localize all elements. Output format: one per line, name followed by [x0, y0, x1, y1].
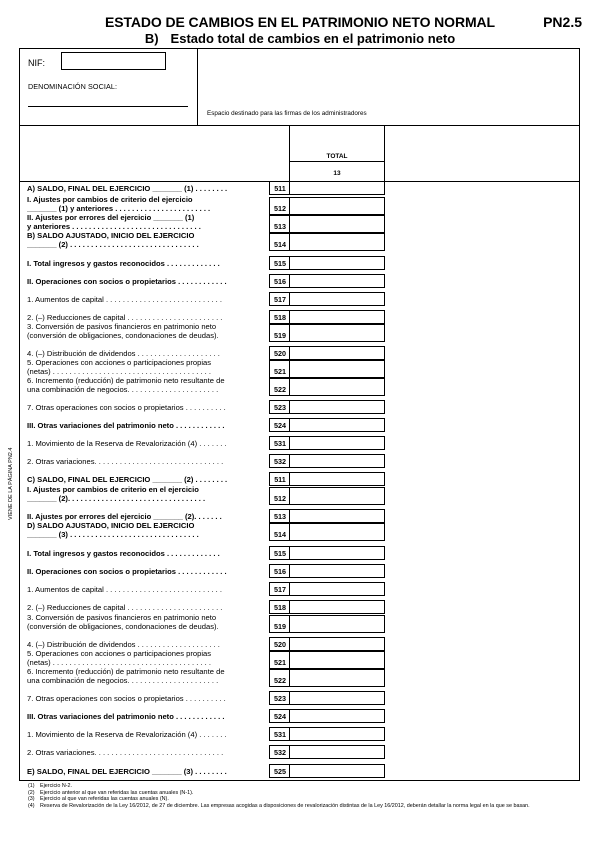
nif-field[interactable]	[61, 52, 166, 70]
row-label: 7. Otras operaciones con socios o propietarios . . . . . . . . . .	[27, 694, 226, 703]
row-code: 514	[274, 240, 286, 249]
table-row	[19, 487, 385, 505]
table-row	[19, 669, 385, 687]
table-row	[19, 546, 385, 560]
footnote: (4) Reserva de Revalorización de la Ley 16/2012, de 27 de diciembre. Las empresas acogidas a disposiciones de revalorización distintas de la Ley 16/2012, deberán detallar la norma legal en la que se basan.	[28, 802, 530, 809]
row-code: 532	[274, 748, 286, 757]
row-code: 516	[274, 277, 286, 286]
footnote: (3) Ejercicio al que van referidas las cuentas anuales (N).	[28, 796, 169, 803]
row-code: 518	[274, 313, 286, 322]
table-row	[19, 472, 385, 486]
footnotes	[28, 783, 530, 809]
row-label: III. Otras variaciones del patrimonio neto . . . . . . . . . . . .	[27, 712, 225, 721]
row-label: I. Total ingresos y gastos reconocidos . . . . . . . . . . . . .	[27, 549, 220, 558]
column-number: 13	[333, 170, 341, 177]
total-value-field[interactable]	[289, 378, 385, 396]
page-subtitle	[0, 31, 600, 46]
row-code: 520	[274, 640, 286, 649]
row-code: 524	[274, 712, 286, 721]
table-row	[19, 745, 385, 759]
total-value-field[interactable]	[289, 600, 385, 614]
nif-label: NIF:	[28, 58, 45, 68]
subtitle-letter: B)	[144, 31, 159, 46]
table-row	[19, 292, 385, 306]
row-label: B) SALDO AJUSTADO, INICIO DEL EJERCICIO _______ (2) . . . . . . . . . . . . . . . . . . . . . . . . . . . . . . .	[27, 231, 199, 249]
page-title: ESTADO DE CAMBIOS EN EL PATRIMONIO NETO NORMAL	[104, 14, 495, 30]
row-code: 531	[274, 439, 286, 448]
row-label: 1. Movimiento de la Reserva de Revalorización (4) . . . . . . .	[27, 730, 227, 739]
table-row	[19, 233, 385, 251]
denominacion-field[interactable]	[28, 106, 188, 107]
row-code: 517	[274, 295, 286, 304]
total-value-field[interactable]	[289, 745, 385, 759]
total-value-field[interactable]	[289, 472, 385, 486]
total-value-field[interactable]	[289, 400, 385, 414]
row-label: 6. Incremento (reducción) de patrimonio neto resultante de una combinación de negocios. . . . . . . . . . . . . . . . . . . . . .	[27, 667, 225, 685]
row-label: 3. Conversión de pasivos financieros en patrimonio neto (conversión de obligaciones, condonaciones de deudas).	[27, 322, 219, 340]
row-code: 522	[274, 676, 286, 685]
row-code: 511	[274, 475, 286, 484]
row-label: I. Ajustes por cambios de criterio del ejercicio _______ (1) y anteriores . . . . . . . . . . . . . . . . . . . . . . .	[27, 195, 211, 213]
total-value-field[interactable]	[289, 292, 385, 306]
row-code: 516	[274, 567, 286, 576]
row-label: 1. Aumentos de capital . . . . . . . . . . . . . . . . . . . . . . . . . . . .	[27, 585, 222, 594]
total-value-field[interactable]	[289, 256, 385, 270]
footnote: (1) Ejercicio N-2.	[28, 783, 73, 789]
total-value-field[interactable]	[289, 274, 385, 288]
total-value-field[interactable]	[289, 324, 385, 342]
row-label: C) SALDO, FINAL DEL EJERCICIO _______ (2) . . . . . . . .	[27, 475, 228, 484]
row-code: 523	[274, 694, 286, 703]
row-code: 515	[274, 259, 286, 268]
total-value-field[interactable]	[289, 651, 385, 669]
row-label: 2. Otras variaciones. . . . . . . . . . . . . . . . . . . . . . . . . . . . . . .	[27, 457, 224, 466]
total-value-field[interactable]	[289, 564, 385, 578]
total-value-field[interactable]	[289, 615, 385, 633]
row-label: 4. (–) Distribución de dividendos . . . . . . . . . . . . . . . . . . . .	[27, 640, 220, 649]
row-code: 523	[274, 403, 286, 412]
row-code: 512	[274, 204, 286, 213]
form-code: PN2.5	[543, 14, 582, 30]
total-value-field[interactable]	[289, 487, 385, 505]
row-label: E) SALDO, FINAL DEL EJERCICIO _______ (3) . . . . . . . .	[27, 767, 227, 776]
row-code: 519	[274, 331, 286, 340]
table-row	[19, 615, 385, 633]
total-value-field[interactable]	[289, 546, 385, 560]
row-label: 5. Operaciones con acciones o participaciones propias (netas) . . . . . . . . . . . . . . . . . . . . . . . . . . . . . . . . . . . . . .	[27, 649, 212, 667]
table-row	[19, 709, 385, 723]
row-label: II. Ajustes por errores del ejercicio _______ (1) y anteriores . . . . . . . . . . . . . . . . . . . . . . . . . . . . . . .	[27, 213, 201, 231]
subtitle-text: Estado total de cambios en el patrimonio neto	[170, 31, 456, 46]
total-value-field[interactable]	[289, 727, 385, 741]
row-code: 513	[274, 512, 286, 521]
table-row	[19, 523, 385, 541]
total-value-field[interactable]	[289, 436, 385, 450]
row-code: 515	[274, 549, 286, 558]
row-label: III. Otras variaciones del patrimonio neto . . . . . . . . . . . .	[27, 421, 225, 430]
total-value-field[interactable]	[289, 197, 385, 215]
row-code: 521	[274, 367, 286, 376]
row-label: I. Ajustes por cambios de criterio en el ejercicio _______ (2). . . . . . . . . . . . . . . . . . . . . . . . . . . . . . . . .	[27, 485, 206, 503]
row-code: 513	[274, 222, 286, 231]
row-label: 1. Aumentos de capital . . . . . . . . . . . . . . . . . . . . . . . . . . . .	[27, 295, 222, 304]
row-label: 2. Otras variaciones. . . . . . . . . . . . . . . . . . . . . . . . . . . . . . .	[27, 748, 224, 757]
total-value-field[interactable]	[289, 310, 385, 324]
row-label: II. Ajustes por errores del ejercicio _______ (2). . . . . . .	[27, 512, 222, 521]
total-value-field[interactable]	[289, 691, 385, 705]
total-value-field[interactable]	[289, 454, 385, 468]
row-code: 522	[274, 385, 286, 394]
row-code: 521	[274, 658, 286, 667]
table-row	[19, 600, 385, 614]
row-code: 514	[274, 530, 286, 539]
row-label: 2. (–) Reducciones de capital . . . . . . . . . . . . . . . . . . . . . . .	[27, 313, 223, 322]
total-value-field[interactable]	[289, 215, 385, 233]
table-row	[19, 582, 385, 596]
table-row	[19, 181, 385, 195]
total-value-field[interactable]	[289, 523, 385, 541]
row-code: 511	[274, 184, 286, 193]
row-code: 532	[274, 457, 286, 466]
total-value-field[interactable]	[289, 181, 385, 195]
table-row	[19, 454, 385, 468]
row-label: A) SALDO, FINAL DEL EJERCICIO _______ (1) . . . . . . . .	[27, 184, 228, 193]
row-label: 7. Otras operaciones con socios o propietarios . . . . . . . . . .	[27, 403, 226, 412]
row-code: 518	[274, 603, 286, 612]
table-row	[19, 418, 385, 432]
row-code: 525	[274, 767, 286, 776]
row-code: 524	[274, 421, 286, 430]
total-value-field[interactable]	[289, 346, 385, 360]
row-label: II. Operaciones con socios o propietarios . . . . . . . . . . . .	[27, 277, 227, 286]
total-value-field[interactable]	[289, 418, 385, 432]
total-value-field[interactable]	[289, 764, 385, 778]
total-value-field[interactable]	[289, 233, 385, 251]
row-label: 3. Conversión de pasivos financieros en patrimonio neto (conversión de obligaciones, condonaciones de deudas).	[27, 613, 219, 631]
table-row	[19, 691, 385, 705]
table-row	[19, 436, 385, 450]
table-row	[19, 378, 385, 396]
denominacion-label: DENOMINACIÓN SOCIAL:	[28, 82, 118, 91]
row-label: 4. (–) Distribución de dividendos . . . . . . . . . . . . . . . . . . . .	[27, 349, 220, 358]
total-value-field[interactable]	[289, 669, 385, 687]
table-row	[19, 274, 385, 288]
total-value-field[interactable]	[289, 582, 385, 596]
total-value-field[interactable]	[289, 509, 385, 523]
table-row	[19, 564, 385, 578]
row-code: 520	[274, 349, 286, 358]
table-row	[19, 256, 385, 270]
table-row	[19, 400, 385, 414]
firmas-label: Espacio destinado para las firmas de los administradores	[207, 110, 367, 117]
row-code: 517	[274, 585, 286, 594]
table-row	[19, 764, 385, 778]
row-label: 1. Movimiento de la Reserva de Revalorización (4) . . . . . . .	[27, 439, 227, 448]
row-code: 531	[274, 730, 286, 739]
total-value-field[interactable]	[289, 637, 385, 651]
row-code: 519	[274, 622, 286, 631]
row-label: 2. (–) Reducciones de capital . . . . . . . . . . . . . . . . . . . . . . .	[27, 603, 223, 612]
row-label: D) SALDO AJUSTADO, INICIO DEL EJERCICIO _______ (3) . . . . . . . . . . . . . . . . . . . . . . . . . . . . . . .	[27, 521, 199, 539]
header-divider	[197, 48, 198, 126]
row-label: I. Total ingresos y gastos reconocidos . . . . . . . . . . . . .	[27, 259, 220, 268]
total-label: TOTAL	[326, 153, 348, 160]
row-label: 6. Incremento (reducción) de patrimonio neto resultante de una combinación de negocios. . . . . . . . . . . . . . . . . . . . . .	[27, 376, 225, 394]
row-code: 512	[274, 494, 286, 503]
side-note: VIENE DE LA PÁGINA PN2.4	[8, 447, 14, 520]
table-row	[19, 727, 385, 741]
total-header-separator	[290, 161, 384, 162]
total-value-field[interactable]	[289, 709, 385, 723]
total-value-field[interactable]	[289, 360, 385, 378]
table-row	[19, 324, 385, 342]
row-label: II. Operaciones con socios o propietarios . . . . . . . . . . . .	[27, 567, 227, 576]
row-label: 5. Operaciones con acciones o participaciones propias (netas) . . . . . . . . . . . . . . . . . . . . . . . . . . . . . . . . . . . . . .	[27, 358, 212, 376]
footnote: (2) Ejercicio anterior al que van referidas las cuentas anuales (N-1).	[28, 789, 194, 796]
